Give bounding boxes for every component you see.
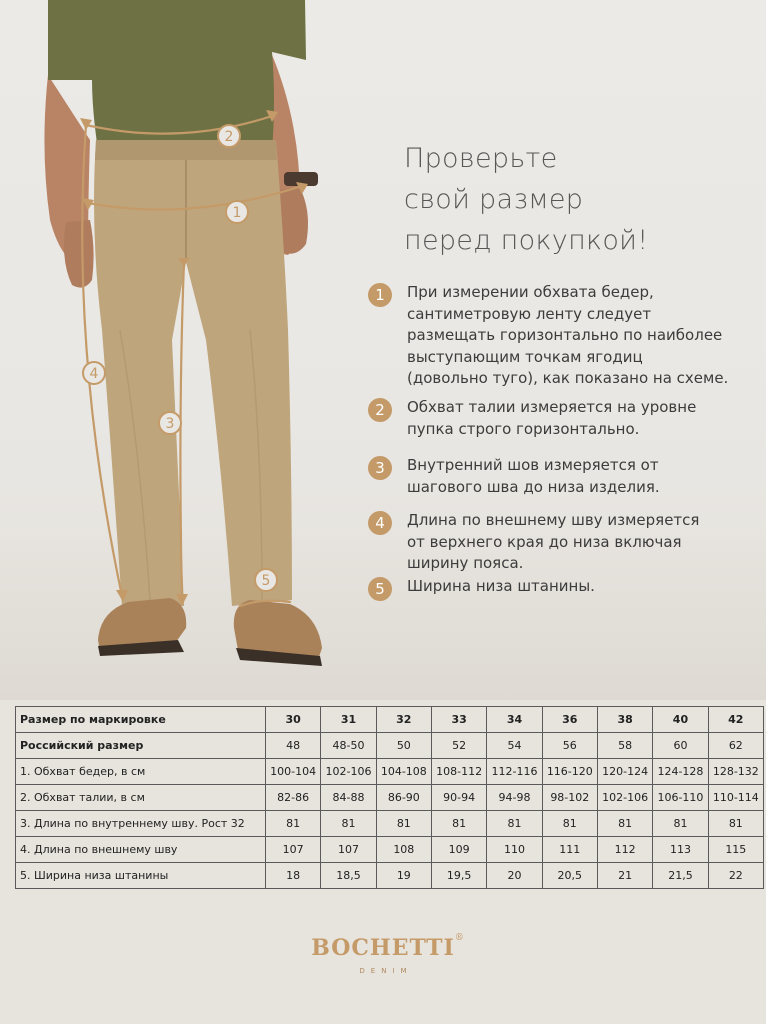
table-cell: 19: [376, 863, 431, 889]
row-label: 3. Длина по внутреннему шву. Рост 32: [16, 811, 266, 837]
marker-2: [218, 125, 240, 147]
table-cell: 90-94: [431, 785, 486, 811]
table-cell: 50: [376, 733, 431, 759]
table-cell: 21,5: [653, 863, 708, 889]
note-text-2: [407, 397, 737, 440]
note-line: пупка строго горизонтально.: [407, 419, 640, 438]
table-cell: 54: [487, 733, 542, 759]
marker-1: [226, 201, 248, 223]
table-cell: 20,5: [542, 863, 597, 889]
row-label: 2. Обхват талии, в см: [16, 785, 266, 811]
table-row: [16, 863, 764, 889]
table-row: [16, 785, 764, 811]
inseam-line: [180, 262, 184, 600]
note-line: Ширина низа штанины.: [407, 577, 595, 595]
note-line: от верхнего края до низа включая: [407, 532, 682, 551]
table-cell: 20: [487, 863, 542, 889]
table-row: [16, 811, 764, 837]
note-badge-4: 4: [368, 511, 392, 535]
table-cell: 19,5: [431, 863, 486, 889]
note-text-3: [407, 455, 737, 498]
note-text-1: [407, 282, 737, 390]
table-cell: 81: [376, 811, 431, 837]
table-cell: 42: [708, 707, 763, 733]
note-line: Внутренний шов измеряется от: [407, 456, 659, 474]
table-cell: 112: [597, 837, 652, 863]
table-row: [16, 733, 764, 759]
table-cell: 60: [653, 733, 708, 759]
svg-text:3: 3: [165, 416, 175, 432]
row-label: Российский размер: [16, 733, 266, 759]
table-cell: 48-50: [321, 733, 376, 759]
note-line: (довольно туго), как показано на схеме.: [407, 369, 729, 387]
table-cell: 22: [708, 863, 763, 889]
note-line: ширину пояса.: [407, 554, 524, 572]
table-cell: 108-112: [431, 759, 486, 785]
table-cell: 48: [266, 733, 321, 759]
brand-logo: [0, 935, 766, 975]
brand-name-text: BOCHETTI: [311, 935, 455, 961]
svg-text:1: 1: [232, 205, 242, 221]
table-cell: 36: [542, 707, 597, 733]
table-cell: 38: [597, 707, 652, 733]
table-cell: 100-104: [266, 759, 321, 785]
table-row: [16, 707, 764, 733]
table-cell: 81: [597, 811, 652, 837]
note-badge-5: 5: [368, 577, 392, 601]
table-cell: 81: [487, 811, 542, 837]
note-2: [368, 397, 737, 440]
svg-text:5: 5: [261, 573, 271, 589]
table-cell: 109: [431, 837, 486, 863]
note-badge-3: 3: [368, 456, 392, 480]
table-cell: 124-128: [653, 759, 708, 785]
title-line-3: перед покупкой!: [404, 225, 649, 256]
note-line: Обхват талии измеряется на уровне: [407, 398, 697, 416]
table-cell: 113: [653, 837, 708, 863]
marker-4: [83, 362, 105, 384]
table-cell: 110: [487, 837, 542, 863]
table-cell: 112-116: [487, 759, 542, 785]
table-cell: 81: [542, 811, 597, 837]
table-cell: 33: [431, 707, 486, 733]
note-badge-2: 2: [368, 398, 392, 422]
table-cell: 32: [376, 707, 431, 733]
row-label: 1. Обхват бедер, в см: [16, 759, 266, 785]
note-badge-1: 1: [368, 283, 392, 307]
table-cell: 62: [708, 733, 763, 759]
row-label: Размер по маркировке: [16, 707, 266, 733]
note-text-5: [407, 576, 737, 598]
row-label: 5. Ширина низа штанины: [16, 863, 266, 889]
table-cell: 104-108: [376, 759, 431, 785]
note-line: шагового шва до низа изделия.: [407, 477, 660, 496]
waistband: [95, 140, 277, 160]
table-cell: 116-120: [542, 759, 597, 785]
table-cell: 120-124: [597, 759, 652, 785]
note-line: сантиметровую ленту следует: [407, 304, 652, 323]
left-hand: [64, 220, 94, 288]
table-cell: 106-110: [653, 785, 708, 811]
table-cell: 21: [597, 863, 652, 889]
table-cell: 40: [653, 707, 708, 733]
table-cell: 18: [266, 863, 321, 889]
table-cell: 111: [542, 837, 597, 863]
table-cell: 81: [266, 811, 321, 837]
marker-5: [255, 569, 277, 591]
note-line: Длина по внешнему шву измеряется: [407, 511, 700, 529]
note-1: [368, 282, 737, 390]
table-cell: 82-86: [266, 785, 321, 811]
size-table: [15, 706, 764, 889]
title-line-2: свой размер: [404, 184, 584, 215]
note-line: размещать горизонтально по наиболее: [407, 326, 723, 344]
marker-3: [159, 412, 181, 434]
table-cell: 18,5: [321, 863, 376, 889]
table-cell: 56: [542, 733, 597, 759]
table-cell: 102-106: [321, 759, 376, 785]
table-row: [16, 837, 764, 863]
table-cell: 81: [653, 811, 708, 837]
table-cell: 102-106: [597, 785, 652, 811]
table-cell: 108: [376, 837, 431, 863]
table-cell: 98-102: [542, 785, 597, 811]
table-cell: 31: [321, 707, 376, 733]
table-cell: 86-90: [376, 785, 431, 811]
svg-text:4: 4: [89, 366, 99, 382]
page-title: [404, 138, 744, 261]
pants: [94, 140, 292, 606]
table-cell: 58: [597, 733, 652, 759]
table-cell: 110-114: [708, 785, 763, 811]
table-cell: 81: [708, 811, 763, 837]
table-cell: 128-132: [708, 759, 763, 785]
note-text-4: [407, 510, 737, 575]
table-cell: 52: [431, 733, 486, 759]
note-4: [368, 510, 737, 575]
table-cell: 94-98: [487, 785, 542, 811]
registered-mark: ®: [454, 933, 465, 943]
note-3: [368, 455, 737, 498]
brand-name: [311, 933, 465, 961]
title-line-1: Проверьте: [404, 143, 558, 174]
svg-text:2: 2: [224, 129, 234, 145]
table-cell: 81: [321, 811, 376, 837]
table-cell: 81: [431, 811, 486, 837]
row-label: 4. Длина по внешнему шву: [16, 837, 266, 863]
table-cell: 115: [708, 837, 763, 863]
table-cell: 107: [321, 837, 376, 863]
note-line: При измерении обхвата бедер,: [407, 283, 654, 301]
table-cell: 84-88: [321, 785, 376, 811]
note-5: [368, 576, 737, 601]
table-cell: 34: [487, 707, 542, 733]
brand-subtitle: DENIM: [359, 967, 413, 975]
note-line: выступающим точкам ягодиц: [407, 347, 643, 366]
table-row: [16, 759, 764, 785]
table-cell: 107: [266, 837, 321, 863]
table-cell: 30: [266, 707, 321, 733]
